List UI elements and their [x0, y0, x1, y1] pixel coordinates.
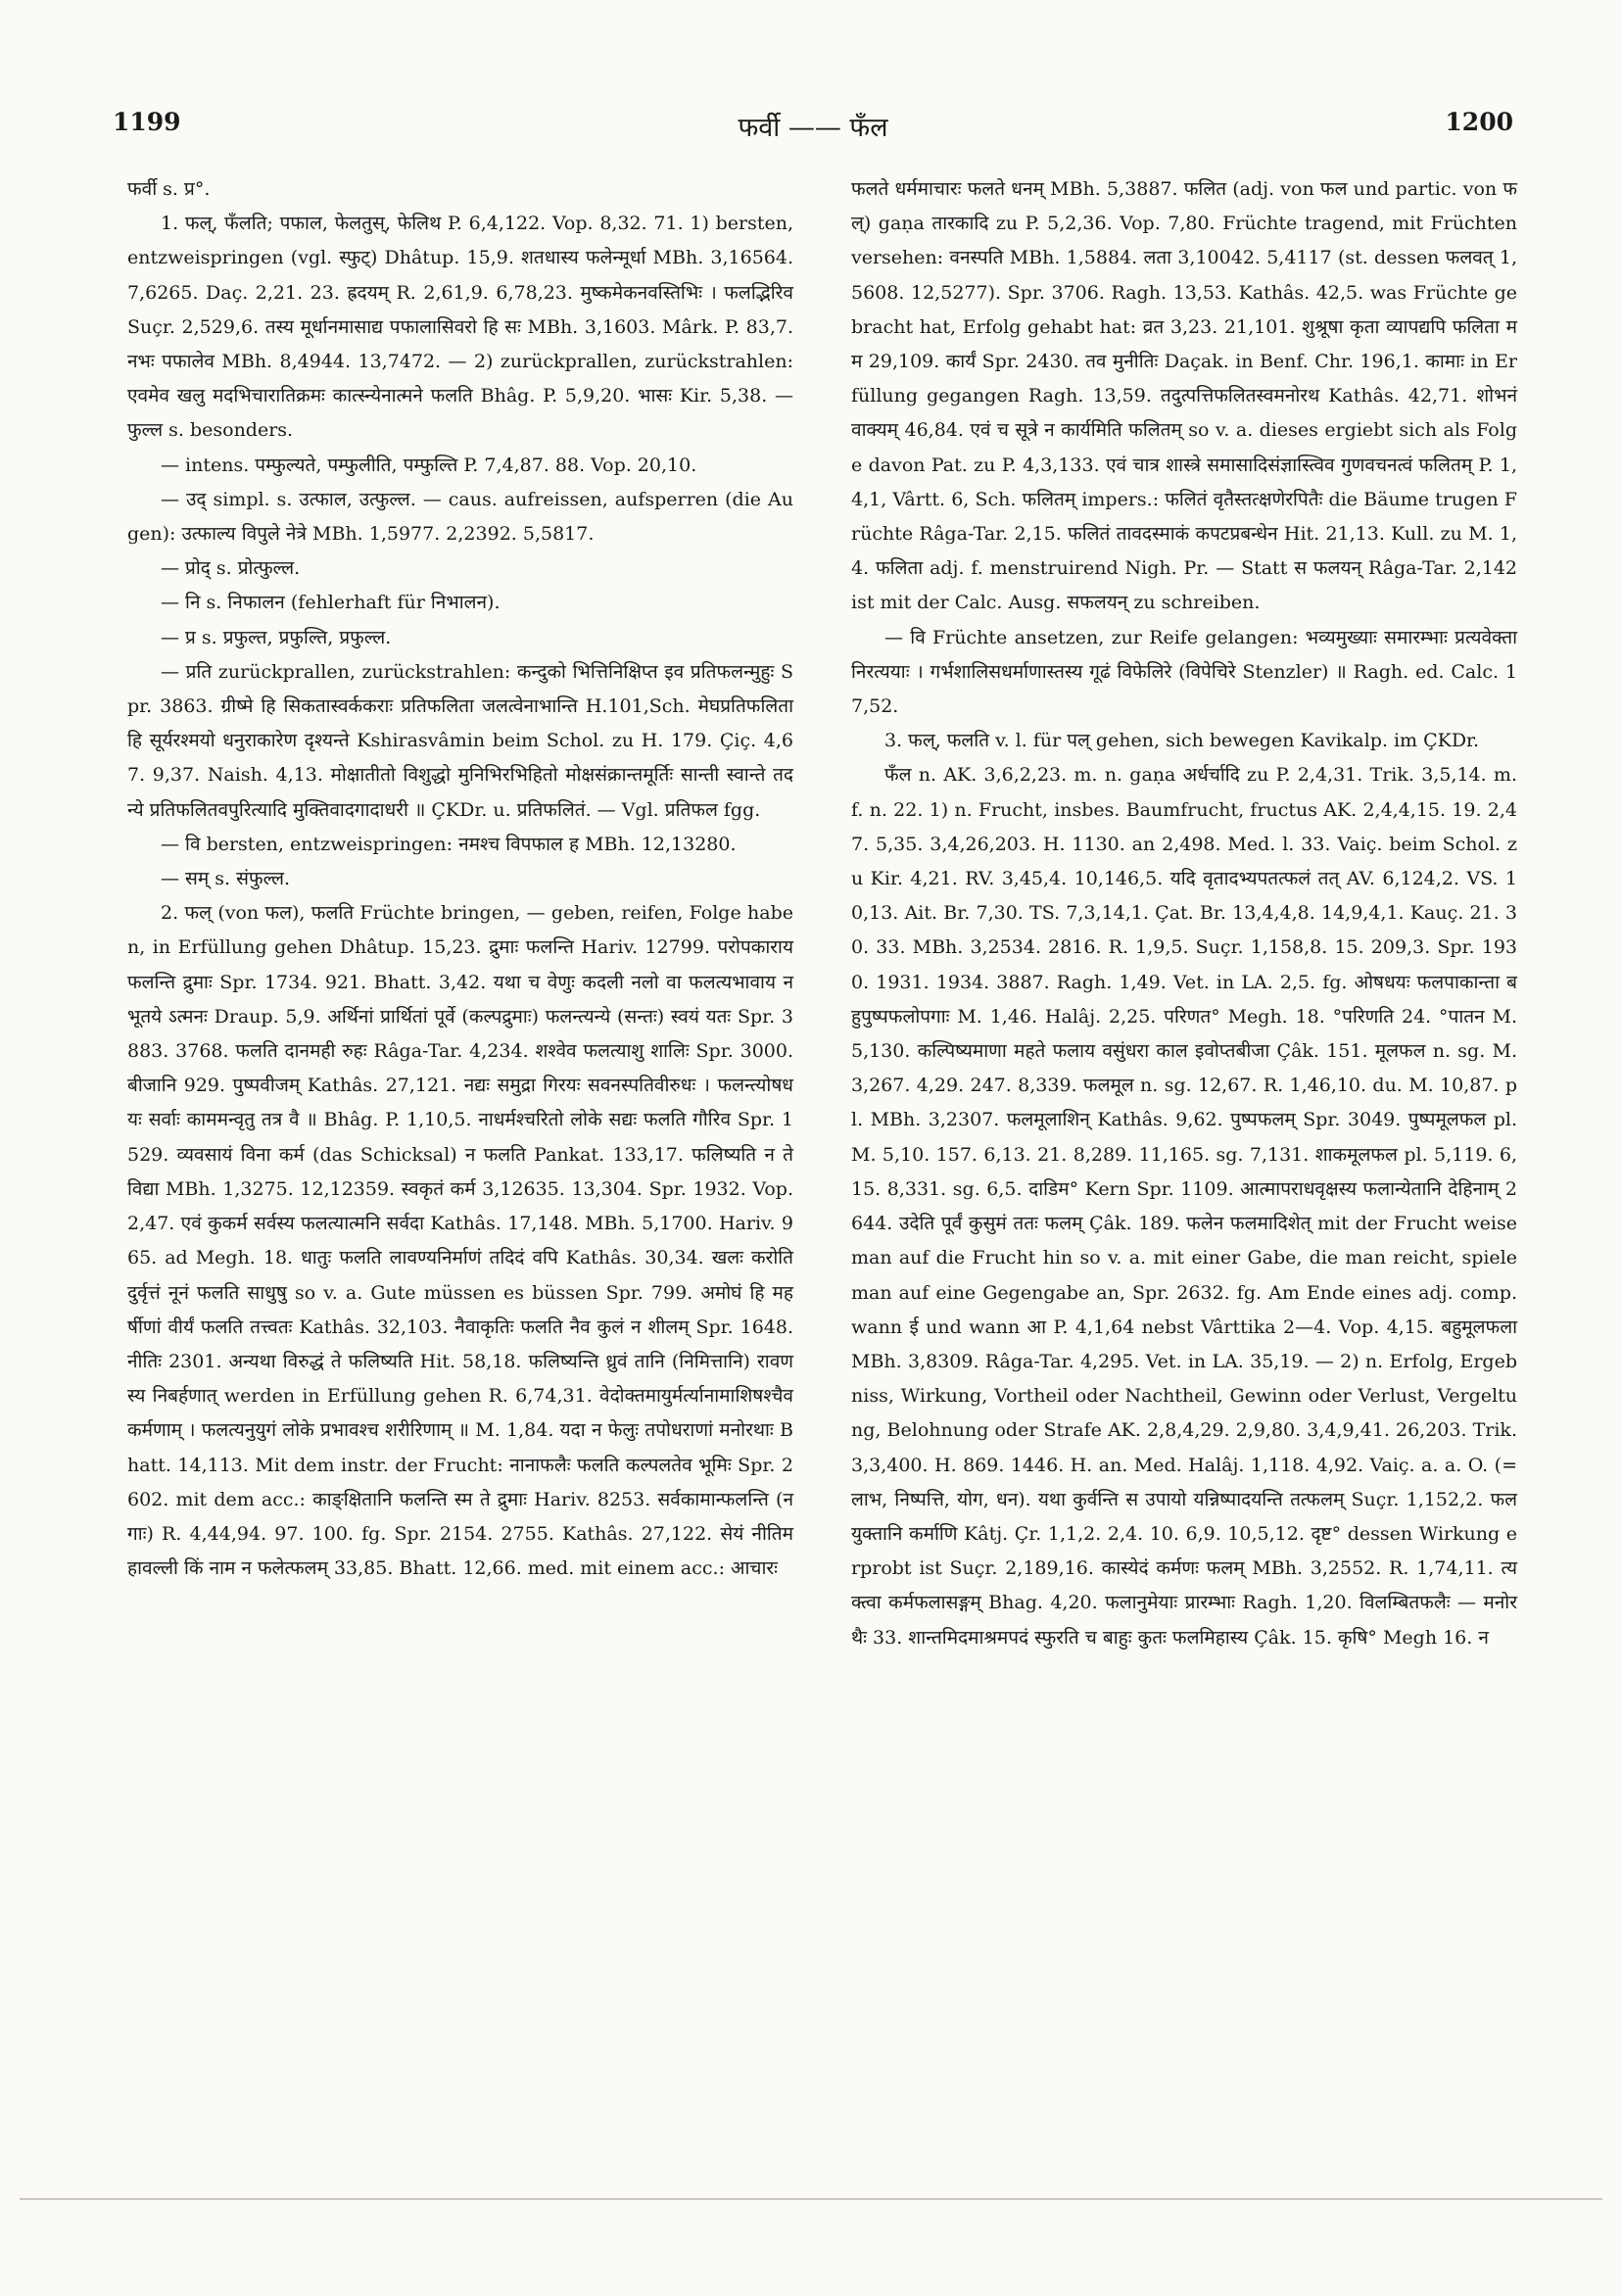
right-page-number: 1200 — [1445, 108, 1513, 136]
page-header — [113, 108, 1513, 147]
dictionary-entry: 1. फल्, फँलति; पफाल, फेलतुस्, फेलिथ P. 6,4,122. Vop. 8,32. 71. 1) bersten, entzweispringen (vgl. स्फुट्) Dhâtup. 15,9. शतधास्य फलेन्मूर्धा MBh. 3,16564. 7,6265. Daç. 2,21. 23. ह्रदयम् R. 2,61,9. 6,78,23. मुष्कमेकनवस्तिभिः । फलद्भिरिव Suçr. 2,529,6. तस्य मूर्धानमासाद्य पफालासिवरो हि सः MBh. 3,1603. Mârk. P. 83,7. नभः पफालेव MBh. 8,4944. 13,7472. — 2) zurückprallen, zurückstrahlen: एवमेव खलु मदभिचारातिक्रमः कात्स्न्येनात्मने फलति Bhâg. P. 5,9,20. भासः Kir. 5,38. — फुल्ल s. besonders. — [127, 213, 793, 442]
dictionary-entry: 2. फल् (von फल), फलति Früchte bringen, — geben, reifen, Folge haben, in Erfüllung gehen Dhâtup. 15,23. द्रुमाः फलन्ति Hariv. 12799. परोपकाराय फलन्ति द्रुमाः Spr. 1734. 921. Bhatt. 3,42. यथा च वेणुः कदली नलो वा फलत्यभावाय न भूतये ऽत्मनः Draup. 5,9. अर्थिनां प्रार्थितां पूर्वे (कल्पद्रुमाः) फलन्त्यन्ये (सन्तः) स्वयं यतः Spr. 3883. 3768. फलति दानमही रुहः Râga-Tar. 4,234. शश्वेव फलत्याशु शालिः Spr. 3000. बीजानि 929. पुष्पवीजम् Kathâs. 27,121. नद्यः समुद्रा गिरयः सवनस्पतिवीरुधः । फलन्त्योषधयः सर्वाः काममन्वृतु तत्र वै ॥ Bhâg. P. 1,10,5. नाधर्मश्चरितो लोके सद्यः फलति गौरिव Spr. 1529. व्यवसायं विना कर्म (das Schicksal) न फलति Pankat. 133,17. फलिष्यति न ते विद्या MBh. 1,3275. 12,12359. स्वकृतं कर्म 3,12635. 13,304. Spr. 1932. Vop. 2,47. एवं कुकर्म सर्वस्य फलत्यात्मनि सर्वदा Kathâs. 17,148. MBh. 5,1700. Hariv. 965. ad Megh. 18. धातुः फलति लावण्यनिर्माणं तदिदं वपि Kathâs. 30,34. खलः करोति दुर्वृत्तं नूनं फलति साधुषु so v. a. Gute müssen es büssen Spr. 799. अमोघं हि महर्षीणां वीर्यं फलति तत्त्वतः Kathâs. 32,103. नैवाकृतिः फलति नैव कुलं न शीलम् Spr. 1648. नीतिः 2301. अन्यथा विरुद्धं ते फलिष्यति Hit. 58,18. फलिष्यन्ति ध्रुवं तानि (निमित्तानि) रावणस्य निबर्हणात् werden in Erfüllung gehen R. 6,74,31. वेदोक्तमायुर्मर्त्यानामाशिषश्चैव कर्मणाम् । फलत्यनुयुगं लोके प्रभावश्च शरीरिणाम् ॥ M. 1,84. यदा न फेलुः तपोधराणां मनोरथाः Bhatt. 14,113. Mit dem instr. der Frucht: नानाफलैः फलति कल्पलतेव भूमिः Spr. 2602. mit dem acc.: काङ्क्षितानि फलन्ति स्म ते द्रुमाः Hariv. 8253. सर्वकामान्फलन्ति (नगाः) R. 4,44,94. 97. 100. fg. Spr. 2154. 2755. Kathâs. 27,122. सेयं नीतिमहावल्ली किं नाम न फलेत्फलम् 33,85. Bhatt. 12,66. med. mit einem acc.: आचारः — [127, 902, 793, 1580]
sub-entry: — प्र s. प्रफुल्त, प्रफुल्ति, प्रफुल्ल. — [161, 626, 392, 648]
dictionary-entry: 3. फल्, फलति v. l. für पल् gehen, sich bewegen Kavikalp. im ÇKDr. — [884, 730, 1480, 752]
sub-entry: — वि Früchte ansetzen, zur Reife gelangen: भव्यमुख्याः समारम्भाः प्रत्यवेक्ता निरत्ययाः । गर्भशालिसधर्माणास्तस्य गूढं विफेलिरे (विपेचिरे Stenzler) ॥ Ragh. ed. Calc. 17,52. — [851, 626, 1517, 718]
sub-entry: — सम् s. संफुल्ल. — [161, 868, 291, 890]
bottom-divider — [20, 2198, 1602, 2200]
sub-entry: — intens. पम्फुल्यते, पम्फुलीति, पम्फुल्ति P. 7,4,87. 88. Vop. 20,10. — [161, 454, 697, 476]
dictionary-entry-continued: फलते धर्ममाचारः फलते धनम् MBh. 5,3887. फलित (adj. von फल und partic. von फल्) gaṇa तारकादि zu P. 5,2,36. Vop. 7,80. Früchte tragend, mit Früchten versehen: वनस्पति MBh. 1,5884. लता 3,10042. 5,4117 (st. dessen फलवत् 1,5608. 12,5277). Spr. 3706. Ragh. 13,53. Kathâs. 42,5. was Früchte gebracht hat, Erfolg gehabt hat: व्रत 3,23. 21,101. शुश्रूषा कृता व्यापद्यपि फलिता मम 29,109. कार्यं Spr. 2430. तव मुनीतिः Daçak. in Benf. Chr. 196,1. कामाः in Erfüllung gegangen Ragh. 13,59. तदुत्पत्तिफलितस्वमनोरथ Kathâs. 42,71. शोभनं वाक्यम् 46,84. एवं च सूत्रे न कार्यमिति फलितम् so v. a. dieses ergiebt sich als Folge davon Pat. zu P. 4,3,133. एवं चात्र शास्त्रे समासादिसंज्ञास्त्विव गुणवचनत्वं फलितम् P. 1,4,1, Vârtt. 6, Sch. फलितम् impers.: फलितं वृतैस्तत्क्षणेरपितैः die Bäume trugen Früchte Râga-Tar. 2,15. फलितं तावदस्माकं कपटप्रबन्धेन Hit. 21,13. Kull. zu M. 1,4. फलिता adj. f. menstruirend Nigh. Pr. — Statt स फलयन् Râga-Tar. 2,142 ist mit der Calc. Ausg. सफलयन् zu schreiben. — [851, 178, 1517, 614]
sub-entry: — उद् simpl. s. उत्फाल, उत्फुल्ल. — caus. aufreissen, aufsperren (die Augen): उत्फाल्य विपुले नेत्रे MBh. 1,5977. 2,2392. 5,5817. — [127, 488, 793, 546]
left-page-number: 1199 — [113, 108, 181, 136]
dictionary-entry: फँल n. AK. 3,6,2,23. m. n. gaṇa अर्धर्चादि zu P. 2,4,31. Trik. 3,5,14. m. f. n. 22. 1) n. Frucht, insbes. Baumfrucht, fructus AK. 2,4,4,15. 19. 2,47. 5,35. 3,4,26,203. H. 1130. an 2,498. Med. l. 33. Vaiç. beim Schol. zu Kir. 4,21. RV. 3,45,4. 10,146,5. यदि वृतादभ्यपतत्फलं तत् AV. 6,124,2. VS. 10,13. Ait. Br. 7,30. TS. 7,3,14,1. Çat. Br. 13,4,4,8. 14,9,4,1. Kauç. 21. 30. 33. MBh. 3,2534. 2816. R. 1,9,5. Suçr. 1,158,8. 15. 209,3. Spr. 1930. 1931. 1934. 3887. Ragh. 1,49. Vet. in LA. 2,5. fg. ओषधयः फलपाकान्ता बहुपुष्पफलोपगाः M. 1,46. Halâj. 2,25. परिणत° Megh. 18. °परिणति 24. °पातन M. 5,130. कल्पिष्यमाणा महते फलाय वसुंधरा काल इवोप्तबीजा Çâk. 151. मूलफल n. sg. M. 3,267. 4,29. 247. 8,339. फलमूल n. sg. 12,67. R. 1,46,10. du. M. 10,87. pl. MBh. 3,2307. फलमूलाशिन् Kathâs. 9,62. पुष्पफलम् Spr. 3049. पुष्पमूलफल pl. M. 5,10. 157. 6,13. 21. 8,289. 11,165. sg. 7,131. शाकमूलफल pl. 5,119. 6,15. 8,331. sg. 6,5. दाडिम° Kern Spr. 1109. आत्मापराधवृक्षस्य फलान्येतानि देहिनाम् 2644. उदेति पूर्वं कुसुमं ततः फलम् Çâk. 189. फलेन फलमादिशेत् mit der Frucht weise man auf die Frucht hin so v. a. mit einer Gabe, die man reicht, spiele man auf eine Gegengabe an, Spr. 2632. fg. Am Ende eines adj. comp. wann ई und wann आ P. 4,1,64 nebst Vârttika 2—4. Vop. 4,15. बहुमूलफला MBh. 3,8309. Râga-Tar. 4,295. Vet. in LA. 35,19. — 2) n. Erfolg, Ergebniss, Wirkung, Vortheil oder Nachtheil, Gewinn oder Verlust, Vergeltung, Belohnung oder Strafe AK. 2,8,4,29. 2,9,80. 3,4,9,41. 26,203. Trik. 3,3,400. H. 869. 1446. H. an. Med. Halâj. 1,118. 4,92. Vaiç. a. a. O. (= लाभ, निष्पत्ति, योग, धन). यथा कुर्वन्ति स उपायो यन्निष्पादयन्ति तत्फलम् Suçr. 1,152,2. फलयुक्तानि कर्माणि Kâtj. Çr. 1,1,2. 2,4. 10. 6,9. 10,5,12. दृष्ट° dessen Wirkung erprobt ist Suçr. 2,189,16. कास्येदं कर्मणः फलम् MBh. 3,2552. R. 1,74,11. त्यक्त्वा कर्मफलासङ्गम् Bhag. 4,20. फलानुमेयाः प्रारम्भाः Ragh. 1,20. विलम्बितफलैः — मनोरथैः 33. शान्तमिदमाश्रमपदं स्फुरति च बाहुः कुतः फलमिहास्य Çâk. 15. कृषि° Megh 16. न — [851, 764, 1517, 1649]
sub-entry: — वि bersten, entzweispringen: नमश्च विपफाल ह MBh. 12,13280. — [161, 833, 737, 855]
left-column — [127, 172, 793, 1586]
entry-header: फर्वी s. प्र°. — [127, 178, 211, 200]
sub-entry: — प्रति zurückprallen, zurückstrahlen: कन्दुको भित्तिनिक्षिप्त इव प्रतिफलन्मुहुः Spr. 3863. ग्रीष्मे हि सिकतास्वर्ककराः प्रतिफलिता जलत्वेनाभान्ति H.101,Sch. मेघप्रतिफलिता हि सूर्यरश्मयो धनुराकारेण दृश्यन्ते Kshirasvâmin beim Schol. zu H. 179. Çiç. 4,67. 9,37. Naish. 4,13. मोक्षातीतो विशुद्धो मुनिभिरभिहितो मोक्षसंक्रान्तमूर्तिः सान्ती स्वान्ते तदन्ये प्रतिफलितवपुरित्यादि मुक्तिवादगादाधरी ॥ ÇKDr. u. प्रतिफलितं. — Vgl. प्रतिफल fgg. — [127, 660, 793, 821]
running-title: फर्वी —— फँल — [738, 113, 888, 143]
sub-entry: — नि s. निफालन (fehlerhaft für निभालन). — [161, 592, 501, 614]
right-column — [851, 172, 1517, 1655]
sub-entry: — प्रोद् s. प्रोत्फुल्ल. — [161, 557, 301, 580]
